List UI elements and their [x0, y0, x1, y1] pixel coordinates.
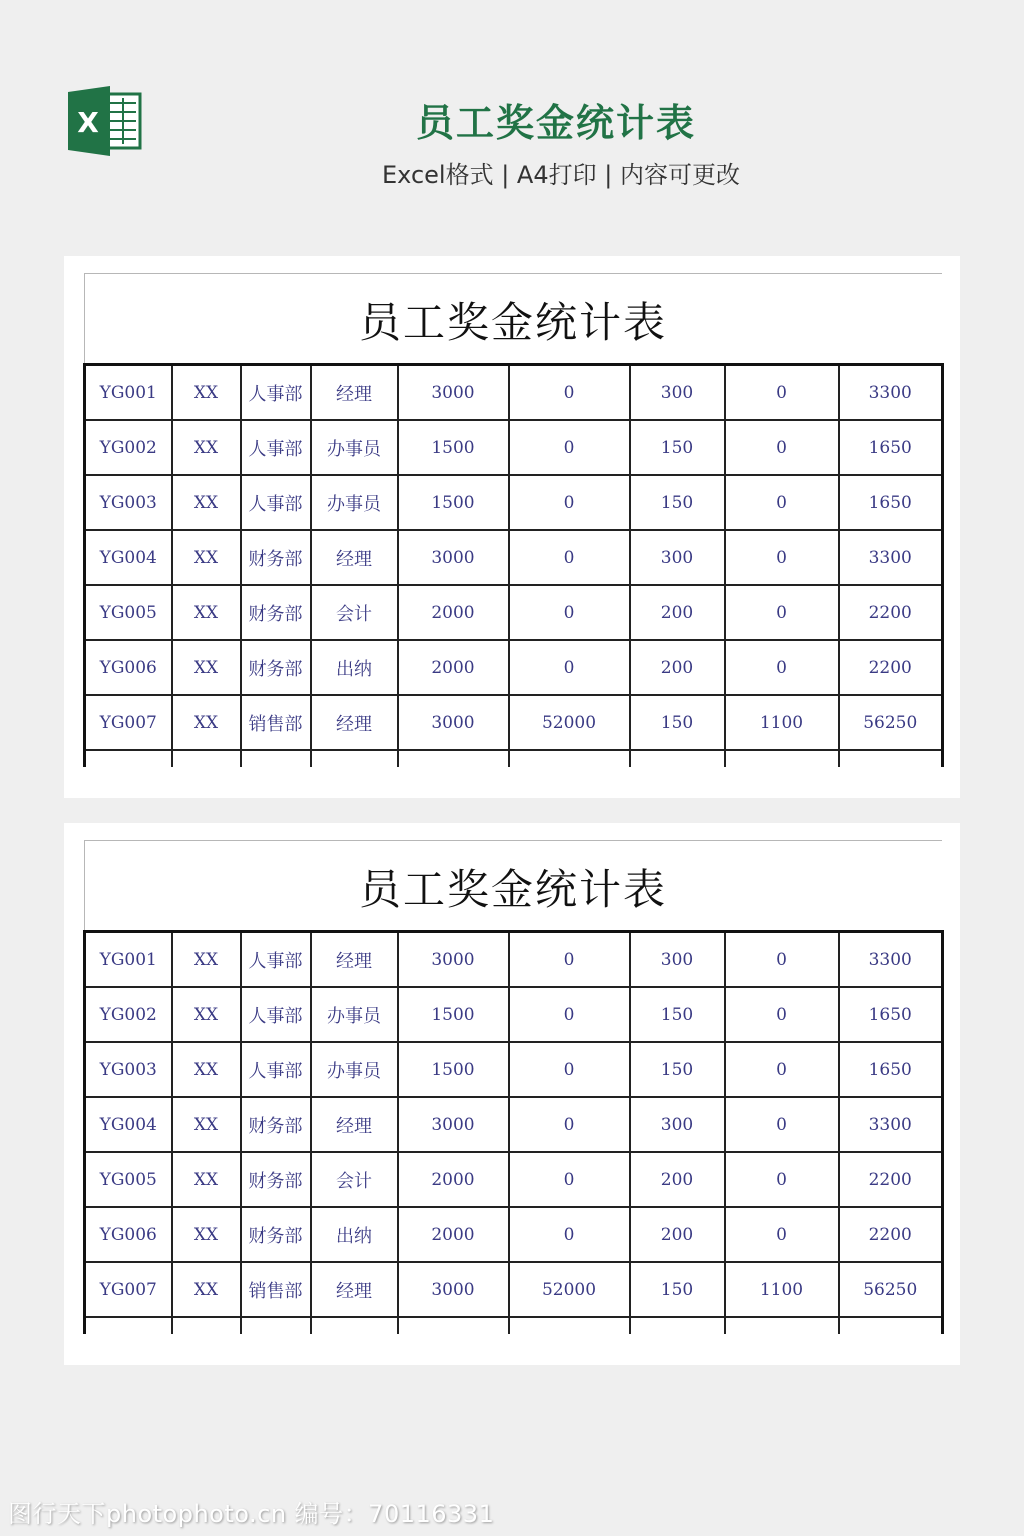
sales-bonus-cell: 52000 [509, 1262, 630, 1317]
sales-bonus-cell: 0 [509, 475, 630, 530]
base-bonus-cell: 3000 [398, 530, 509, 585]
table-row [85, 420, 943, 475]
other-bonus-cell: 0 [725, 987, 839, 1042]
sales-bonus-cell: 0 [509, 1152, 630, 1207]
total-bonus-cell: 1650 [839, 420, 943, 475]
employee-id-cell: YG005 [85, 1152, 172, 1207]
bonus-table [83, 363, 944, 767]
base-bonus-cell: 3000 [398, 1097, 509, 1152]
employee-id-cell: YG002 [85, 420, 172, 475]
total-bonus-cell: 3300 [839, 530, 943, 585]
base-bonus-cell: 2000 [398, 1207, 509, 1262]
name-cell: XX [172, 475, 241, 530]
empty-cell [311, 1317, 398, 1334]
sales-bonus-cell: 0 [509, 420, 630, 475]
sales-bonus-cell: 0 [509, 1097, 630, 1152]
table-row [85, 1262, 943, 1317]
employee-id-cell: YG007 [85, 695, 172, 750]
sheet-title: 员工奖金统计表 [358, 865, 667, 914]
employee-id-cell: YG001 [85, 365, 172, 421]
other-bonus-cell: 1100 [725, 695, 839, 750]
empty-cell [509, 750, 630, 767]
name-cell: XX [172, 695, 241, 750]
position-cell: 会计 [311, 1152, 398, 1207]
name-cell: XX [172, 1262, 241, 1317]
position-cell: 经理 [311, 1097, 398, 1152]
sheet-preview-2 [64, 823, 960, 1365]
employee-id-cell: YG001 [85, 932, 172, 988]
empty-cell [725, 750, 839, 767]
department-cell: 人事部 [241, 987, 311, 1042]
attendance-bonus-cell: 150 [630, 695, 725, 750]
empty-cell [311, 750, 398, 767]
total-bonus-cell: 2200 [839, 1207, 943, 1262]
total-bonus-cell: 2200 [839, 585, 943, 640]
empty-cell [85, 1317, 172, 1334]
name-cell: XX [172, 640, 241, 695]
name-cell: XX [172, 1152, 241, 1207]
department-cell: 财务部 [241, 1207, 311, 1262]
empty-cell [398, 1317, 509, 1334]
table-row [85, 1097, 943, 1152]
department-cell: 财务部 [241, 1097, 311, 1152]
other-bonus-cell: 0 [725, 932, 839, 988]
position-cell: 经理 [311, 932, 398, 988]
base-bonus-cell: 3000 [398, 695, 509, 750]
base-bonus-cell: 1500 [398, 987, 509, 1042]
total-bonus-cell: 2200 [839, 640, 943, 695]
sales-bonus-cell: 0 [509, 530, 630, 585]
bonus-table [83, 930, 944, 1334]
employee-id-cell: YG002 [85, 987, 172, 1042]
position-cell: 出纳 [311, 640, 398, 695]
position-cell: 办事员 [311, 1042, 398, 1097]
base-bonus-cell: 1500 [398, 475, 509, 530]
other-bonus-cell: 0 [725, 585, 839, 640]
empty-cell [85, 750, 172, 767]
employee-id-cell: YG006 [85, 640, 172, 695]
attendance-bonus-cell: 200 [630, 1207, 725, 1262]
table-row [85, 475, 943, 530]
name-cell: XX [172, 1207, 241, 1262]
empty-cell [509, 1317, 630, 1334]
table-row [85, 585, 943, 640]
base-bonus-cell: 3000 [398, 932, 509, 988]
other-bonus-cell: 0 [725, 420, 839, 475]
department-cell: 人事部 [241, 932, 311, 988]
sales-bonus-cell: 0 [509, 365, 630, 421]
sales-bonus-cell: 0 [509, 1207, 630, 1262]
position-cell: 办事员 [311, 987, 398, 1042]
table-row-partial [85, 750, 943, 767]
name-cell: XX [172, 932, 241, 988]
empty-cell [241, 1317, 311, 1334]
department-cell: 财务部 [241, 585, 311, 640]
department-cell: 销售部 [241, 1262, 311, 1317]
base-bonus-cell: 2000 [398, 585, 509, 640]
attendance-bonus-cell: 200 [630, 585, 725, 640]
total-bonus-cell: 1650 [839, 987, 943, 1042]
attendance-bonus-cell: 300 [630, 932, 725, 988]
table-row [85, 987, 943, 1042]
excel-icon-letter: X [77, 106, 99, 139]
position-cell: 经理 [311, 1262, 398, 1317]
name-cell: XX [172, 585, 241, 640]
sales-bonus-cell: 0 [509, 640, 630, 695]
sales-bonus-cell: 0 [509, 585, 630, 640]
watermark-text: 图行天下photophoto.cn 编号：70116331 [8, 1500, 495, 1528]
other-bonus-cell: 1100 [725, 1262, 839, 1317]
other-bonus-cell: 0 [725, 1097, 839, 1152]
name-cell: XX [172, 1097, 241, 1152]
sales-bonus-cell: 0 [509, 932, 630, 988]
empty-cell [172, 1317, 241, 1334]
employee-id-cell: YG003 [85, 1042, 172, 1097]
employee-id-cell: YG003 [85, 475, 172, 530]
other-bonus-cell: 0 [725, 1042, 839, 1097]
total-bonus-cell: 3300 [839, 1097, 943, 1152]
other-bonus-cell: 0 [725, 1207, 839, 1262]
total-bonus-cell: 56250 [839, 695, 943, 750]
position-cell: 经理 [311, 365, 398, 421]
name-cell: XX [172, 420, 241, 475]
empty-cell [172, 750, 241, 767]
department-cell: 人事部 [241, 1042, 311, 1097]
base-bonus-cell: 3000 [398, 365, 509, 421]
total-bonus-cell: 1650 [839, 1042, 943, 1097]
page-subtitle: Excel格式 | A4打印 | 内容可更改 [382, 161, 740, 189]
total-bonus-cell: 1650 [839, 475, 943, 530]
attendance-bonus-cell: 150 [630, 1042, 725, 1097]
sheet-preview-1 [64, 256, 960, 798]
table-row [85, 932, 943, 988]
base-bonus-cell: 2000 [398, 1152, 509, 1207]
table-row [85, 530, 943, 585]
name-cell: XX [172, 530, 241, 585]
position-cell: 会计 [311, 585, 398, 640]
attendance-bonus-cell: 200 [630, 640, 725, 695]
empty-cell [398, 750, 509, 767]
total-bonus-cell: 56250 [839, 1262, 943, 1317]
table-row [85, 695, 943, 750]
position-cell: 办事员 [311, 475, 398, 530]
base-bonus-cell: 3000 [398, 1262, 509, 1317]
attendance-bonus-cell: 150 [630, 420, 725, 475]
attendance-bonus-cell: 150 [630, 1262, 725, 1317]
other-bonus-cell: 0 [725, 1152, 839, 1207]
attendance-bonus-cell: 300 [630, 365, 725, 421]
table-row-partial [85, 1317, 943, 1334]
empty-cell [839, 750, 943, 767]
empty-cell [630, 1317, 725, 1334]
other-bonus-cell: 0 [725, 530, 839, 585]
position-cell: 办事员 [311, 420, 398, 475]
table-row [85, 365, 943, 421]
table-row [85, 1042, 943, 1097]
total-bonus-cell: 3300 [839, 932, 943, 988]
sales-bonus-cell: 0 [509, 987, 630, 1042]
other-bonus-cell: 0 [725, 475, 839, 530]
base-bonus-cell: 1500 [398, 420, 509, 475]
total-bonus-cell: 3300 [839, 365, 943, 421]
employee-id-cell: YG006 [85, 1207, 172, 1262]
empty-cell [725, 1317, 839, 1334]
table-row [85, 1207, 943, 1262]
sales-bonus-cell: 0 [509, 1042, 630, 1097]
department-cell: 人事部 [241, 365, 311, 421]
other-bonus-cell: 0 [725, 365, 839, 421]
name-cell: XX [172, 365, 241, 421]
employee-id-cell: YG005 [85, 585, 172, 640]
sales-bonus-cell: 52000 [509, 695, 630, 750]
position-cell: 经理 [311, 695, 398, 750]
page-title: 员工奖金统计表 [415, 101, 696, 145]
attendance-bonus-cell: 300 [630, 530, 725, 585]
empty-cell [839, 1317, 943, 1334]
department-cell: 人事部 [241, 420, 311, 475]
total-bonus-cell: 2200 [839, 1152, 943, 1207]
name-cell: XX [172, 987, 241, 1042]
employee-id-cell: YG004 [85, 1097, 172, 1152]
sheet-title: 员工奖金统计表 [358, 298, 667, 347]
empty-cell [241, 750, 311, 767]
other-bonus-cell: 0 [725, 640, 839, 695]
attendance-bonus-cell: 150 [630, 987, 725, 1042]
employee-id-cell: YG004 [85, 530, 172, 585]
department-cell: 人事部 [241, 475, 311, 530]
base-bonus-cell: 1500 [398, 1042, 509, 1097]
base-bonus-cell: 2000 [398, 640, 509, 695]
position-cell: 出纳 [311, 1207, 398, 1262]
attendance-bonus-cell: 300 [630, 1097, 725, 1152]
table-row [85, 1152, 943, 1207]
employee-id-cell: YG007 [85, 1262, 172, 1317]
department-cell: 财务部 [241, 530, 311, 585]
attendance-bonus-cell: 150 [630, 475, 725, 530]
department-cell: 财务部 [241, 1152, 311, 1207]
department-cell: 财务部 [241, 640, 311, 695]
department-cell: 销售部 [241, 695, 311, 750]
empty-cell [630, 750, 725, 767]
position-cell: 经理 [311, 530, 398, 585]
table-row [85, 640, 943, 695]
name-cell: XX [172, 1042, 241, 1097]
attendance-bonus-cell: 200 [630, 1152, 725, 1207]
